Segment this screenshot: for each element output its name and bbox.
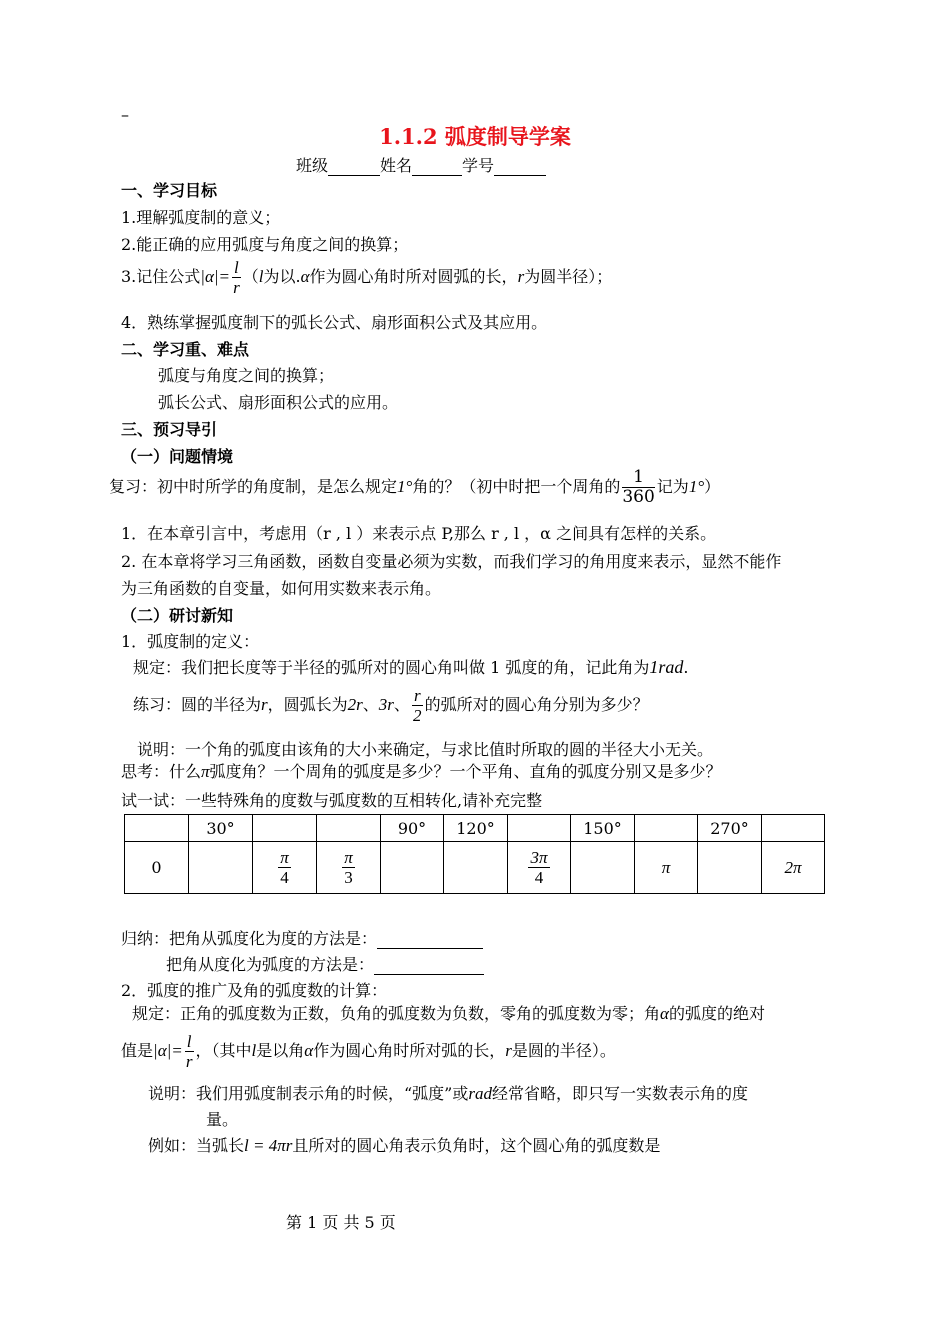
id-label: 学号 [462, 156, 495, 175]
summary-blank-1[interactable] [377, 931, 483, 949]
summary-blank-2[interactable] [374, 957, 484, 975]
radian-value: 2π [784, 857, 802, 877]
try-line: 试一试：一些特殊角的度数与弧度数的互相转化,请补充完整 [121, 791, 543, 810]
section-heading-preview: 三、预习导引 [121, 420, 218, 439]
section-heading-keypoints: 二、学习重、难点 [121, 340, 250, 359]
radian-cell [317, 842, 381, 894]
page-footer: 第 1 页 共 5 页 [286, 1213, 396, 1232]
question-2-line-1: 2. 在本章将学习三角函数，函数自变量必须为实数，而我们学习的角用度来表示，显然不能作 [121, 552, 782, 571]
radian-cell[interactable] [444, 842, 508, 894]
radian-fraction: $\frac{\pi}{4}$ [280, 848, 289, 887]
class-label: 班级 [296, 156, 329, 175]
summary-line-1: 归纳：把角从弧度化为度的方法是： [121, 929, 483, 949]
generalization-heading: 2．弧度的推广及角的弧度数的计算： [121, 981, 388, 1000]
radian-cell: 0 [125, 842, 189, 894]
radian-cell [762, 842, 825, 894]
radian-cell[interactable] [571, 842, 635, 894]
keypoint-1: 弧度与角度之间的换算； [158, 366, 335, 385]
goal-2: 2.能正确的应用弧度与角度之间的换算； [121, 235, 409, 254]
generalization-formula: 值是|α|= $\frac{l}{r}$ ，（其中l是以角α作为圆心角时所对弧的长，r是圆的半径）。 [121, 1032, 616, 1071]
review-line: 复习：初中时所学的角度制，是怎么规定1°角的？（初中时把一个周角的 $\frac{1}{360}$ 记为1°） [109, 467, 721, 507]
subheading-problem: （一）问题情境 [121, 447, 234, 466]
name-label: 姓名 [380, 156, 413, 175]
degree-cell[interactable] [125, 815, 189, 842]
radian-cell[interactable] [381, 842, 444, 894]
degree-cell: 120° [444, 815, 508, 842]
question-2-line-2: 为三角函数的自变量，如何用实数来表示角。 [121, 579, 442, 598]
degree-cell: 90° [381, 815, 444, 842]
formula-fraction: $\frac{l}{r}$ [233, 258, 240, 297]
keypoint-2: 弧长公式、扇形面积公式的应用。 [158, 393, 399, 412]
example-line: 例如：当弧长l = 4πr且所对的圆心角表示负角时，这个圆心角的弧度数是 [148, 1136, 661, 1155]
goal-1: 1.理解弧度制的意义； [121, 208, 281, 227]
degree-cell[interactable] [253, 815, 317, 842]
definition-rule: 规定：我们把长度等于半径的弧所对的圆心角叫做 1 弧度的角，记此角为1rad. [133, 657, 689, 677]
subheading-new-knowledge: （二）研讨新知 [121, 606, 234, 625]
question-1: 1．在本章引言中，考虑用（r , l ）来表示点 P,那么 r , l ，α 之间具有怎样的关系。 [121, 524, 717, 543]
exercise-line: 练习：圆的半径为r，圆弧长为2r、3r、 $\frac{r}{2}$ 的弧所对的圆心角分别为多少？ [133, 686, 649, 725]
student-info-line [296, 156, 546, 176]
goal-3: 3.记住公式|α|= $\frac{l}{r}$ （l为以.α作为圆心角时所对圆弧的长，r为圆半径）； [121, 258, 613, 297]
degree-radian-table [124, 814, 825, 894]
formula-lhs: |α|= [200, 267, 231, 286]
degree-cell: 150° [571, 815, 635, 842]
degree-cell[interactable] [317, 815, 381, 842]
degree-cell[interactable] [762, 815, 825, 842]
section-heading-goals: 一、学习目标 [121, 181, 218, 200]
explanation-rad-cont: 量。 [206, 1110, 239, 1129]
generalization-rule: 规定：正角的弧度数为正数，负角的弧度数为负数，零角的弧度数为零；角α的弧度的绝对 [132, 1004, 765, 1023]
degree-cell: 30° [189, 815, 253, 842]
page-title: 1.1.2 弧度制导学案 [379, 124, 571, 149]
think-line: 思考：什么π弧度角？一个周角的弧度是多少？一个平角、直角的弧度分别又是多少？ [121, 762, 722, 781]
summary-line-2: 把角从度化为弧度的方法是： [166, 955, 484, 975]
goal-4: 4．熟练掌握弧度制下的弧长公式、扇形面积公式及其应用。 [121, 313, 548, 332]
radian-value: π [661, 857, 671, 877]
class-blank[interactable] [328, 158, 380, 176]
radian-cell[interactable] [698, 842, 762, 894]
radian-fraction: $\frac{3\pi}{4}$ [530, 848, 548, 887]
explanation-note: 说明：一个角的弧度由该角的大小来确定，与求比值时所取的圆的半径大小无关。 [137, 740, 714, 759]
radian-fraction: $\frac{\pi}{3}$ [344, 848, 353, 887]
degree-cell: 270° [698, 815, 762, 842]
radian-cell [635, 842, 698, 894]
degree-cell[interactable] [635, 815, 698, 842]
definition-heading: 1．弧度制的定义： [121, 632, 260, 651]
id-blank[interactable] [494, 158, 546, 176]
explanation-rad: 说明：我们用弧度制表示角的时候，“弧度”或rad经常省略，即只写一实数表示角的度 [148, 1084, 749, 1103]
radian-cell [508, 842, 571, 894]
name-blank[interactable] [412, 158, 462, 176]
goal-3-text: 3.记住公式 [121, 267, 201, 286]
radian-cell [253, 842, 317, 894]
top-dash: – [121, 105, 129, 124]
radian-cell[interactable] [189, 842, 253, 894]
degree-cell[interactable] [508, 815, 571, 842]
